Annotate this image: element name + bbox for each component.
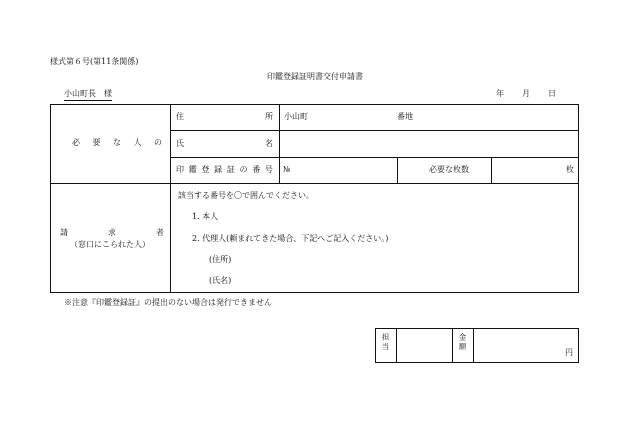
address-suffix: 番地 bbox=[397, 112, 413, 121]
copies-unit: 枚 bbox=[566, 165, 574, 174]
reg-label-char: 号 bbox=[264, 165, 273, 174]
date-year-label: 年 bbox=[496, 89, 504, 98]
registration-number-label bbox=[176, 165, 273, 175]
registration-number-field[interactable] bbox=[296, 160, 394, 180]
notice-text: ※注意『印鑑登録証』の提出のない場合は発行できません bbox=[64, 298, 272, 307]
option-self[interactable]: 1. 本人 bbox=[192, 212, 219, 221]
applicant-heading-char: な bbox=[113, 138, 121, 147]
agent-name-field[interactable] bbox=[240, 273, 570, 289]
reg-label-char: 録 bbox=[214, 165, 223, 174]
name-label-char: 名 bbox=[265, 139, 273, 148]
form-title: 印鑑登録証明書交付申請書 bbox=[267, 72, 363, 81]
address-label bbox=[176, 112, 273, 122]
reg-label-char: 登 bbox=[201, 165, 210, 174]
staff-label: 担当 bbox=[381, 333, 390, 352]
addressee: 小山町長 様 bbox=[64, 89, 112, 101]
reg-label-char: 鑑 bbox=[188, 165, 197, 174]
date-month-label: 月 bbox=[522, 89, 530, 98]
agent-address-field[interactable] bbox=[240, 252, 570, 268]
amount-field[interactable] bbox=[475, 330, 561, 361]
requester-heading-char: 求 bbox=[108, 228, 116, 237]
name-label bbox=[176, 139, 273, 149]
requester-heading-char: 者 bbox=[156, 228, 164, 237]
address-label-char: 所 bbox=[265, 112, 273, 121]
applicant-heading-char: 要 bbox=[92, 138, 101, 147]
agent-name-label: (氏名) bbox=[209, 276, 232, 285]
date-day-label: 日 bbox=[548, 89, 556, 98]
copies-field[interactable] bbox=[494, 160, 562, 180]
agent-address-label: (住所) bbox=[209, 255, 232, 264]
form-number: 様式第６号(第11条関係) bbox=[50, 57, 139, 66]
requester-heading bbox=[60, 228, 164, 238]
option-agent[interactable]: 2. 代理人(頼まれてきた場合、下記へご記入ください。) bbox=[192, 234, 389, 243]
name-label-char: 氏 bbox=[176, 139, 184, 148]
address-label-char: 住 bbox=[176, 112, 184, 121]
requester-heading-sub: （窓口にこられた人） bbox=[70, 240, 150, 249]
applicant-heading-char: の bbox=[154, 138, 162, 147]
reg-label-char: の bbox=[239, 165, 248, 174]
reg-label-char: 証 bbox=[226, 165, 235, 174]
requester-instruction: 該当する番号を〇で囲んでください。 bbox=[178, 191, 314, 200]
reg-label-char: 番 bbox=[252, 165, 261, 174]
applicant-heading bbox=[72, 138, 162, 148]
amount-label: 金額 bbox=[458, 333, 467, 352]
requester-heading-char: 請 bbox=[60, 228, 68, 237]
staff-field[interactable] bbox=[398, 330, 450, 361]
address-field[interactable] bbox=[318, 108, 393, 126]
applicant-heading-char: 必 bbox=[72, 138, 80, 147]
registration-number-prefix: № bbox=[283, 165, 291, 174]
reg-label-char: 印 bbox=[176, 165, 184, 174]
amount-unit: 円 bbox=[565, 348, 573, 357]
name-field[interactable] bbox=[282, 133, 576, 155]
applicant-heading-char: 人 bbox=[133, 138, 142, 147]
copies-label: 必要な枚数 bbox=[429, 165, 469, 174]
address-prefix: 小山町 bbox=[284, 112, 308, 121]
